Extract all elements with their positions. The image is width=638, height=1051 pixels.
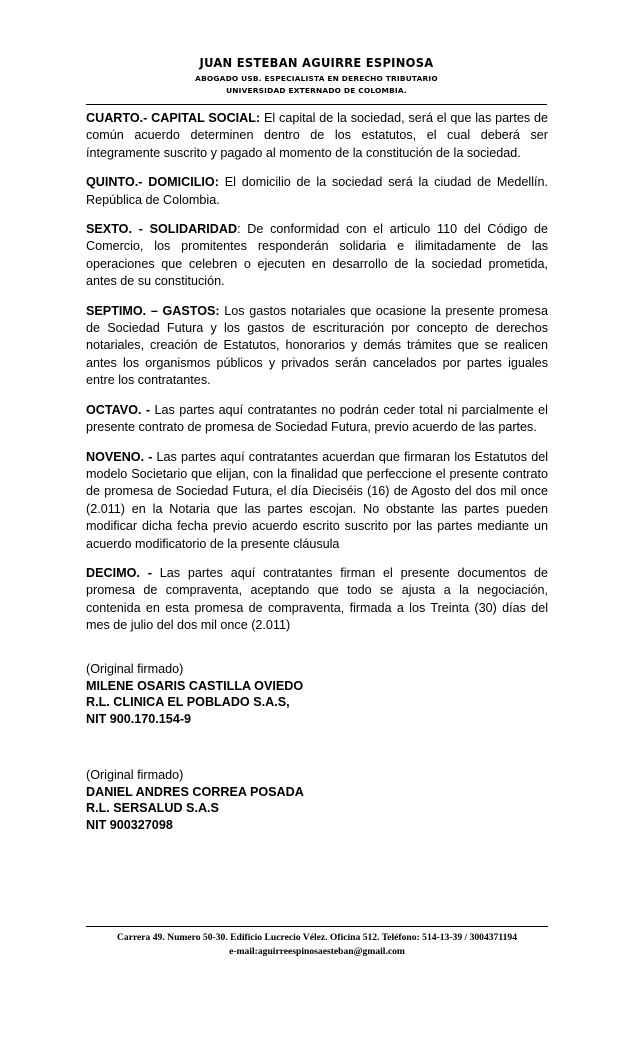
lawyer-name: JUAN ESTEBAN AGUIRRE ESPINOSA: [199, 55, 434, 70]
clause-heading: SEPTIMO. – GASTOS:: [86, 303, 220, 318]
letterhead: [86, 50, 547, 105]
clause-heading: NOVENO. -: [86, 449, 153, 464]
footer-address: Carrera 49. Numero 50-30. Edificio Lucrecio Vélez. Oficina 512. Teléfono: 514-13-39 / 3004371194: [116, 932, 518, 943]
signer-company: R.L. CLINICA EL POBLADO S.A.S,: [86, 695, 290, 709]
clause-text: Los gastos notariales que ocasione la presente promesa de Sociedad Futura y los gastos de escrituración por concepto de derechos notariales, creación de Estatutos, honorarios y demás trámites que se realicen antes los organismos públicos y privados serán cancelados por partes iguales entre los contratantes.: [86, 303, 548, 388]
footer-divider: [86, 926, 548, 927]
signature-note: (Original firmado): [86, 768, 184, 782]
clause-noveno: [86, 449, 548, 553]
clause-text: El capital de la sociedad, será el que las partes de común acuerdo determinen dentro de los estatutos, el cual deberá ser íntegramente suscrito y pagado al momento de la constitución de la sociedad.: [86, 111, 549, 160]
clause-sexto: [86, 221, 548, 291]
signer-name: MILENE OSARIS CASTILLA OVIEDO: [86, 678, 304, 693]
signer-name: DANIEL ANDRES CORREA POSADA: [86, 784, 304, 799]
clause-heading: DECIMO. -: [86, 565, 152, 580]
clause-septimo: [86, 303, 548, 390]
clause-text: Las partes aquí contratantes no podrán ceder total ni parcialmente el presente contrato de promesa de Sociedad Futura, previo acuerdo de las partes.: [86, 402, 548, 435]
clause-text: : De conformidad con el articulo 110 del Código de Comercio, los promitentes responderán solidaria e ilimitadamente de las operaciones que celebren o ejecuten en desarrollo de la sociedad prometida, antes de su constitución.: [86, 222, 548, 289]
lawyer-credentials: ABOGADO USB. ESPECIALISTA EN DERECHO TRIBUTARIO: [195, 74, 438, 83]
clause-text: Las partes aquí contratantes firman el presente documentos de promesa de compraventa, aceptando que todo se ajusta a la negociación, contenida en esta promesa de compraventa, firmada a los Treinta (30) días del mes de julio del dos mil once (2.011): [86, 565, 548, 633]
signature-block-1: [86, 661, 548, 727]
clause-heading: QUINTO.- DOMICILIO:: [86, 175, 219, 190]
clause-heading: CUARTO.- CAPITAL SOCIAL:: [86, 111, 261, 125]
signature-block-2: [86, 767, 548, 833]
clause-text: El domicilio de la sociedad será la ciudad de Medellín. República de Colombia.: [86, 175, 549, 207]
signer-nit: NIT 900.170.154-9: [86, 711, 192, 726]
clause-quinto: [86, 174, 548, 209]
clause-cuarto: [86, 110, 548, 162]
clause-heading: SEXTO. - SOLIDARIDAD: [86, 222, 238, 237]
lawyer-university: UNIVERSIDAD EXTERNADO DE COLOMBIA.: [226, 86, 407, 95]
document-body: [86, 110, 548, 647]
clause-text: Las partes aquí contratantes acuerdan que firmaran los Estatutos del modelo Societario que elijan, con la finalidad que perfeccione el presente contrato de promesa de Sociedad Futura, el día Dieciséis (16) de Agosto del dos mil once (2.011) en la Notaria que las partes escojan. No obstante las partes pueden modificar dicha fecha previo acuerdo escrito suscrito por las partes mediante un acuerdo modificatorio de la presente cláusula: [86, 449, 548, 551]
clause-octavo: [86, 402, 548, 437]
signature-note: (Original firmado): [86, 662, 184, 676]
clause-heading: OCTAVO. -: [86, 402, 151, 417]
footer-email: e-mail:aguirreespinosaesteban@gmail.com: [229, 946, 405, 957]
clause-decimo: [86, 565, 548, 635]
footer: [86, 931, 548, 959]
signer-company: R.L. SERSALUD S.A.S: [86, 801, 219, 815]
signer-nit: NIT 900327098: [86, 817, 173, 832]
